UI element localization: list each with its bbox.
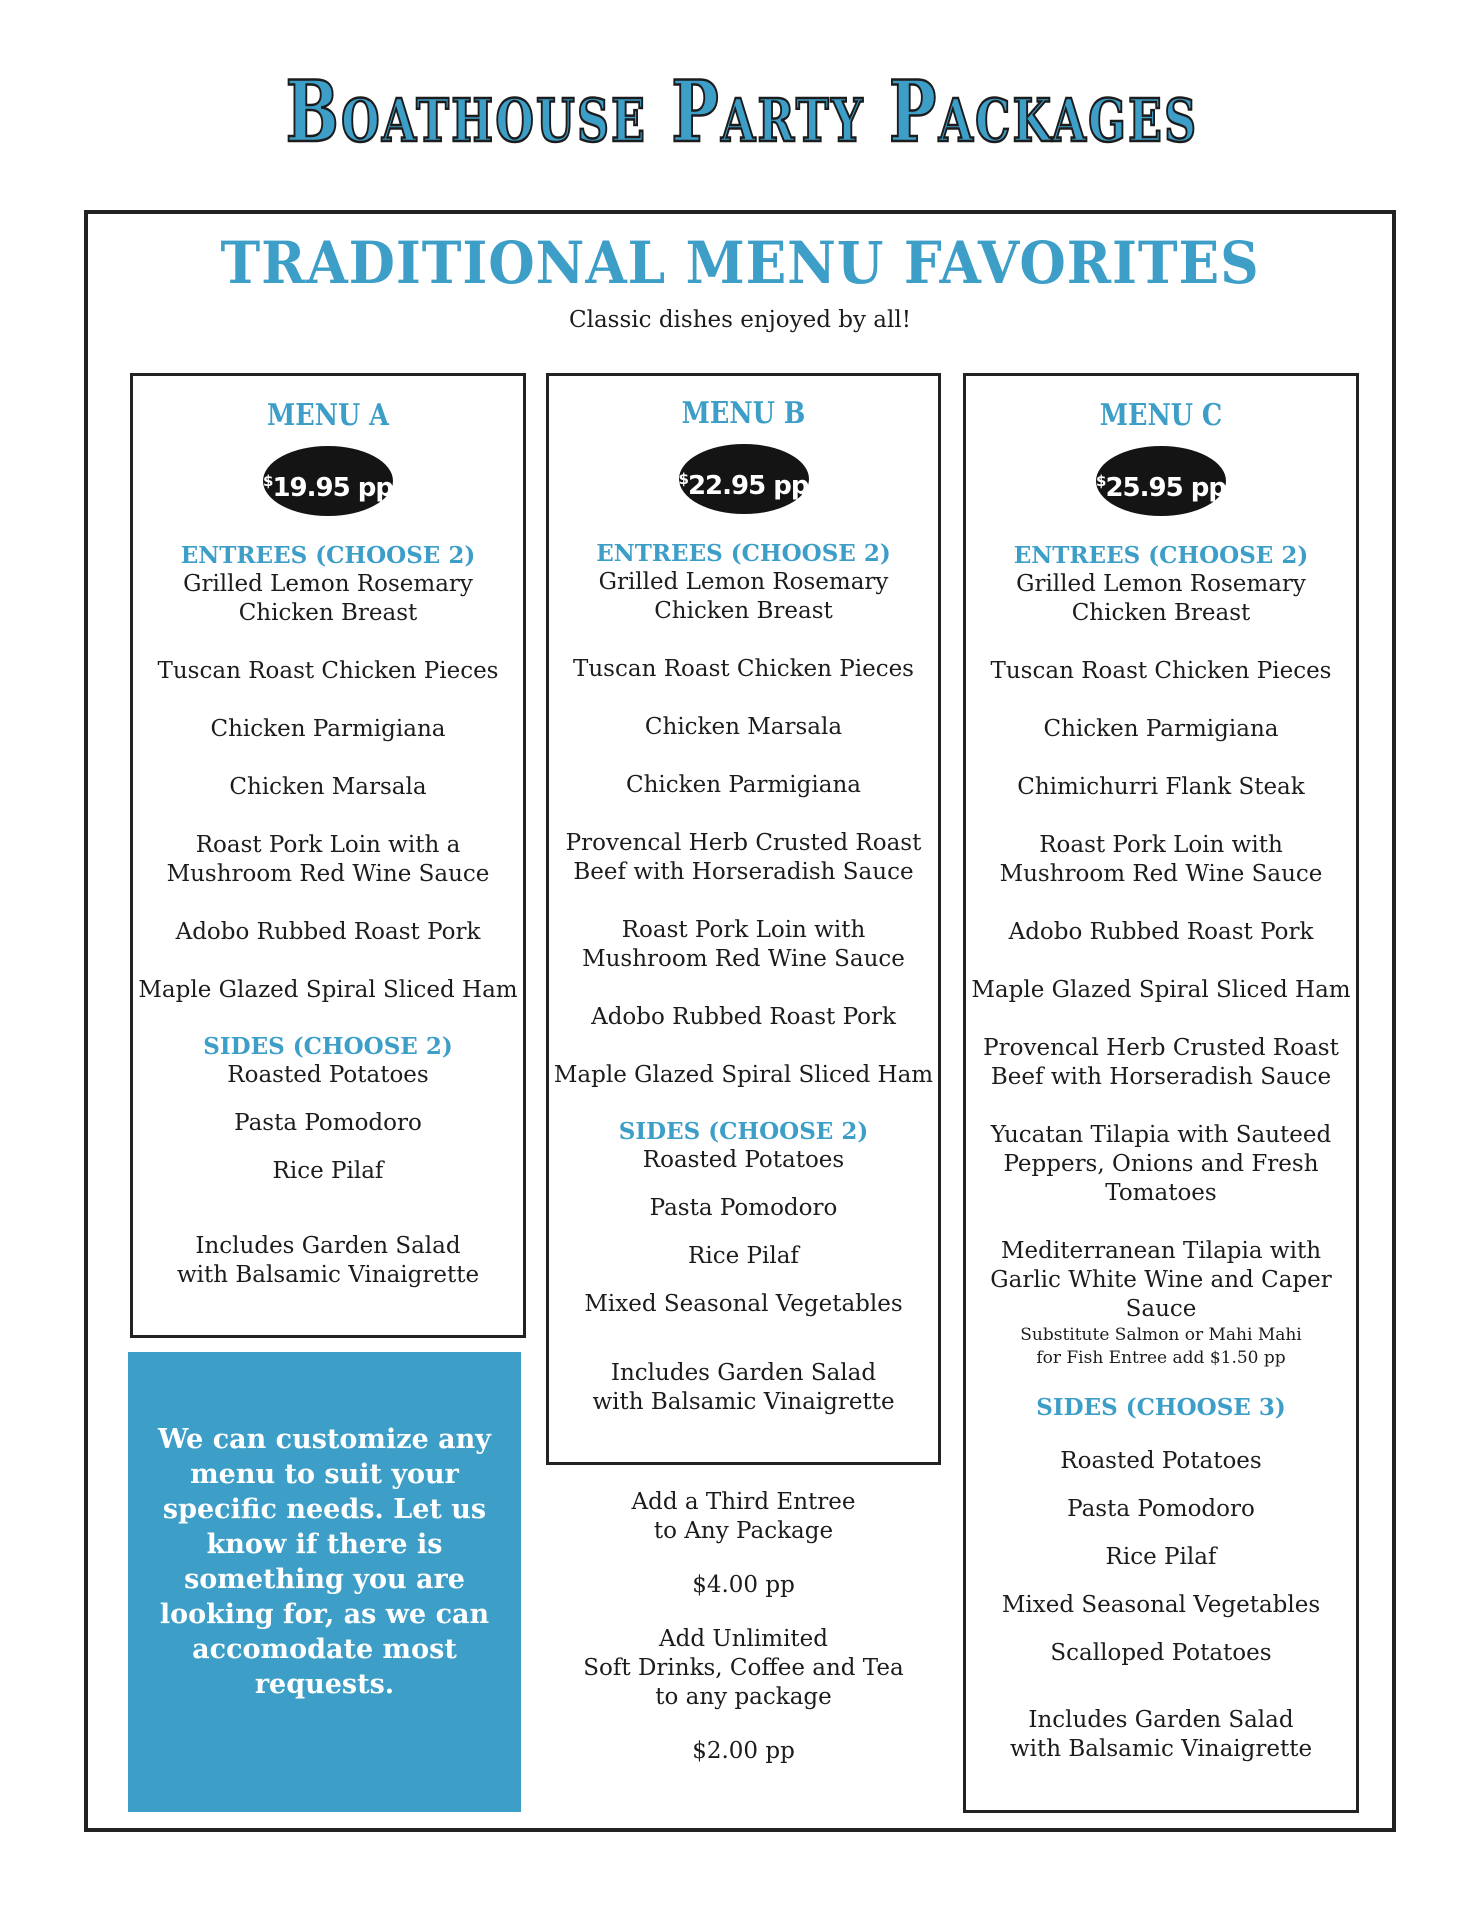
addons-column [552,1488,935,1766]
sides-heading: SIDES (CHOOSE 2) [618,1118,869,1145]
addon-entree-label: Add a Third Entree to Any Package [631,1489,856,1544]
price-amount: 22.95 pp [687,471,809,501]
side-item: Scalloped Potatoes [1050,1640,1272,1666]
fish-substitute-note: Substitute Salmon or Mahi Mahi for Fish Entree add $1.50 pp [1020,1325,1302,1368]
entree-item: Provencal Herb Crusted Roast Beef with Horseradish Sauce [565,830,922,885]
entree-item: Tuscan Roast Chicken Pieces [573,656,914,682]
entree-item: Chicken Parmigiana [1043,716,1279,742]
addon-drinks-label: Add Unlimited Soft Drinks, Coffee and Tea to any package [583,1626,904,1710]
entree-item: Roast Pork Loin with Mushroom Red Wine Sauce [582,917,905,972]
entree-item: Adobo Rubbed Roast Pork [591,1004,896,1030]
addon-drinks-price: $2.00 pp [692,1738,795,1764]
price-badge [263,446,393,516]
sides-heading: SIDES (CHOOSE 2) [203,1033,453,1060]
price-badge [679,444,809,514]
entrees-heading: ENTREES (CHOOSE 2) [1013,542,1309,569]
entree-item: Adobo Rubbed Roast Pork [1008,919,1314,945]
side-item: Mixed Seasonal Vegetables [1001,1592,1321,1618]
side-item: Rice Pilaf [1105,1544,1217,1570]
entree-item: Maple Glazed Spiral Sliced Ham [138,977,518,1003]
entrees-heading: ENTREES (CHOOSE 2) [180,542,476,569]
addon-entree-price: $4.00 pp [692,1572,795,1598]
entree-item: Adobo Rubbed Roast Pork [175,919,481,945]
entree-item: Chicken Marsala [229,774,427,800]
menu-name: MENU A [267,398,389,433]
entrees-heading: ENTREES (CHOOSE 2) [596,540,891,567]
entree-item: Tuscan Roast Chicken Pieces [990,658,1332,684]
salad-note: Includes Garden Salad with Balsamic Vinaigrette [176,1233,480,1288]
entree-item: Chicken Parmigiana [626,772,861,798]
menu-a-column [136,398,520,1290]
entree-item: Maple Glazed Spiral Sliced Ham [553,1062,934,1088]
entree-item: Yucatan Tilapia with Sauteed Peppers, Onions and Fresh Tomatoes [990,1122,1332,1206]
entree-item: Roast Pork Loin with Mushroom Red Wine Sauce [999,832,1323,887]
entree-item: Maple Glazed Spiral Sliced Ham [971,977,1351,1003]
entree-item: Roast Pork Loin with a Mushroom Red Wine Sauce [166,832,490,887]
price-currency: $ [678,470,688,488]
side-item: Roasted Potatoes [1060,1448,1262,1474]
entree-item: Grilled Lemon Rosemary Chicken Breast [1016,571,1306,626]
sides-heading: SIDES (CHOOSE 3) [1036,1394,1286,1421]
customize-callout [128,1352,521,1812]
price-currency: $ [263,472,273,490]
price-currency: $ [1096,472,1106,490]
side-item: Pasta Pomodoro [649,1195,838,1221]
entree-item: Grilled Lemon Rosemary Chicken Breast [598,569,889,624]
entree-item: Chicken Marsala [644,714,843,740]
salad-note: Includes Garden Salad with Balsamic Vinaigrette [1009,1707,1313,1762]
salad-note: Includes Garden Salad with Balsamic Vinaigrette [592,1360,895,1415]
menu-name: MENU C [1099,398,1223,433]
side-item: Mixed Seasonal Vegetables [584,1291,903,1317]
price-amount: 19.95 pp [272,473,393,503]
side-item: Rice Pilaf [272,1158,384,1184]
price-amount: 25.95 pp [1105,473,1226,503]
price-badge [1096,446,1226,516]
side-item: Rice Pilaf [688,1243,799,1269]
entree-item: Tuscan Roast Chicken Pieces [157,658,499,684]
side-item: Roasted Potatoes [227,1062,429,1088]
side-item: Pasta Pomodoro [1067,1496,1255,1522]
entree-item: Grilled Lemon Rosemary Chicken Breast [183,571,473,626]
entree-item: Provencal Herb Crusted Roast Beef with Horseradish Sauce [983,1035,1339,1090]
customize-note: We can customize any menu to suit your specific needs. Let us know if there is something you are looking for, as we can accomodate most requests. [158,1424,491,1700]
page-title: Boathouse Party Packages [285,62,1199,161]
side-item: Roasted Potatoes [642,1147,845,1173]
section-subtitle: Classic dishes enjoyed by all! [569,307,911,333]
menu-b-column [552,396,935,1417]
section-title: TRADITIONAL MENU FAVORITES [220,229,1260,297]
menu-name: MENU B [681,396,806,431]
side-item: Pasta Pomodoro [234,1110,422,1136]
entree-item: Mediterranean Tilapia with Garlic White Wine and Caper Sauce [990,1238,1332,1322]
entree-item: Chicken Parmigiana [210,716,446,742]
entree-item: Chimichurri Flank Steak [1017,774,1305,800]
menu-c-column [969,398,1353,1764]
